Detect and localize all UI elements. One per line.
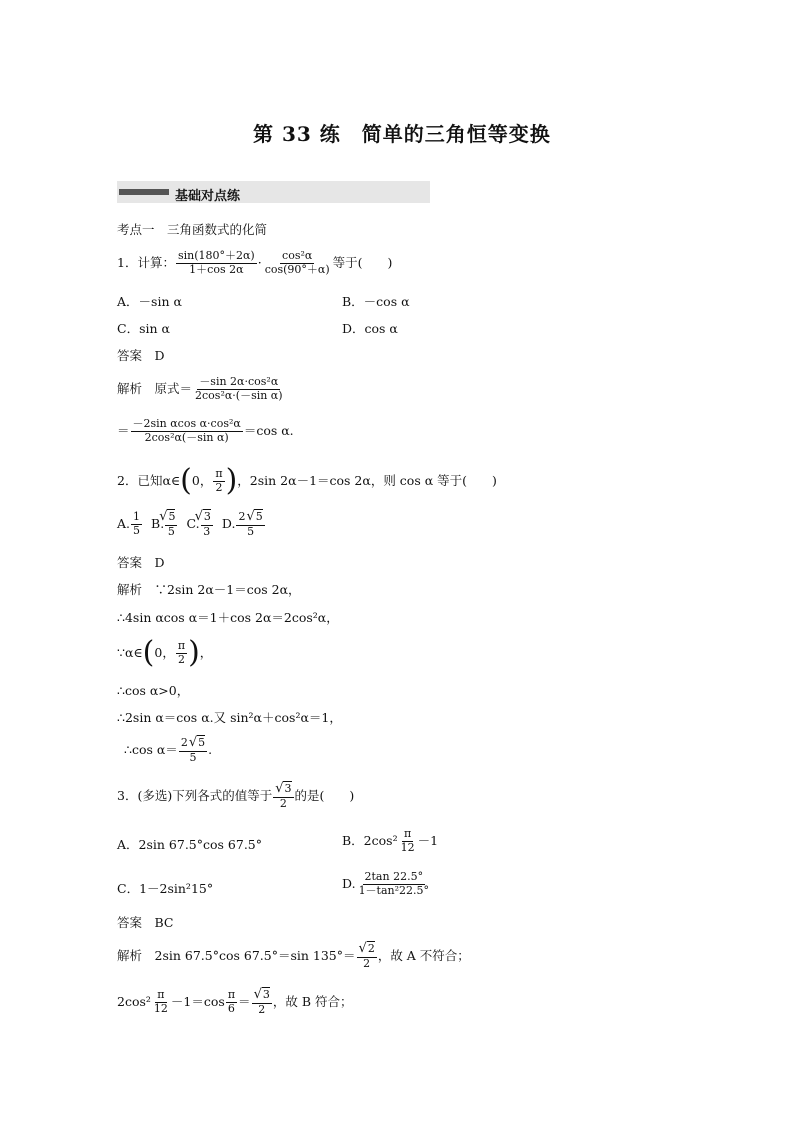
q3-l2-fraction-2: [226, 989, 237, 1015]
q3-solution-line-2: [117, 988, 353, 1017]
q3-l2-num: π: [157, 988, 165, 1002]
q2-option-a-label: A.: [117, 516, 131, 532]
q2-l6-post: .: [208, 742, 213, 758]
q3-l1-pre: 解析 2sin 67.5°cos 67.5°＝sin 135°＝: [117, 948, 356, 964]
q3-l2-fraction-1: [152, 989, 170, 1015]
q1-fraction-1: [176, 250, 257, 276]
q2-interval-left: 0，: [191, 472, 213, 488]
q2-l3-pi: π: [177, 638, 186, 652]
q2-solution-line-1: 解析 ∵2sin 2α－1＝cos 2α，: [117, 582, 301, 597]
q2-l6-rad: √ 5: [197, 735, 205, 749]
q3-b-pre: B．2cos²: [342, 832, 398, 848]
q2-stem: [117, 463, 497, 498]
q3-b-post: －1: [417, 832, 439, 848]
q1-option-d: D．cos α: [342, 321, 398, 336]
q2-solution-line-5: ∴2sin α＝cos α.又 sin²α＋cos²α＝1，: [117, 710, 342, 725]
q3-d-num: 2tan 22.5°: [364, 870, 424, 883]
q3-prefix: 3．(多选)下列各式的值等于: [117, 788, 273, 804]
q1-prefix: 1．计算：: [117, 254, 175, 270]
q3-l2-num2: π: [227, 988, 236, 1002]
q2-pi: π: [215, 466, 223, 480]
q2-solution-line-2: ∴4sin αcos α＝1＋cos 2α＝2cos²α，: [117, 610, 339, 625]
q3-d-fraction: [357, 871, 431, 897]
q1-s2-tail: ＝cos α.: [243, 422, 294, 438]
q2-solution-line-3: [117, 635, 213, 670]
q1-stem: [117, 250, 392, 276]
q3-b-fraction: [399, 828, 417, 854]
q2-d-rad: √ 5: [254, 509, 262, 523]
q1-f1-denominator: 1＋cos 2α: [189, 262, 244, 276]
q2-option-a-value: [131, 511, 142, 537]
q3-l2-den3: 2: [258, 1002, 266, 1016]
q2-l3-post: ，: [199, 644, 213, 660]
q3-solution-line-1: [117, 942, 470, 971]
q3-den: 2: [279, 796, 287, 810]
q3-stem: [117, 782, 354, 811]
q2-l6-den: 5: [189, 750, 197, 764]
q2-l3-left-paren: (: [142, 635, 155, 670]
q2-d-den: 5: [247, 524, 255, 538]
q2-pi-over-2: [213, 468, 224, 494]
q2-a-den: 5: [133, 523, 141, 537]
q2-solution-line-6: [124, 736, 212, 765]
section-banner-label: 基础对点练: [175, 189, 241, 204]
q3-l2-mid: －1＝cos: [170, 994, 225, 1010]
q2-left-paren: (: [180, 463, 192, 498]
topic-heading: 考点一 三角函数式的化简: [117, 222, 268, 237]
q1-s1-denominator: 2cos²α·(－sin α): [195, 388, 283, 402]
q1-solution-line-1: [117, 376, 286, 402]
q2-b-den: 5: [167, 524, 175, 538]
q3-l1-post: ，故 A 不符合；: [377, 948, 470, 964]
q1-option-c: C．sin α: [117, 321, 170, 336]
page-title: 第 33 练 简单的三角恒等变换: [253, 122, 551, 146]
q1-solution-fraction-1: [193, 376, 285, 402]
q1-fraction-2: [263, 250, 332, 276]
section-banner: [117, 181, 430, 203]
q1-f2-numerator: cos²α: [282, 249, 313, 262]
q1-f1-numerator: sin(180°＋2α): [177, 249, 255, 262]
q3-l2-den: 12: [153, 1001, 168, 1015]
q3-l2-den2: 6: [227, 1001, 235, 1015]
q1-s2-denominator: 2cos²α(－sin α): [144, 430, 229, 444]
q3-d-den: 1－tan²22.5°: [358, 883, 430, 897]
q2-option-d-value: [236, 510, 264, 539]
q2-l3-pre: ∵α∈: [117, 644, 143, 660]
q2-l3-two: 2: [177, 652, 185, 666]
q2-two: 2: [215, 480, 223, 494]
q3-d-label: D.: [342, 875, 356, 891]
q2-option-c-label: C.: [186, 516, 200, 532]
q2-c-den: 3: [203, 524, 211, 538]
q3-l2-rad: √ 3: [262, 987, 270, 1001]
q3-l2-fraction-3: [252, 988, 272, 1017]
q2-suffix: ，2sin 2α－1＝cos 2α，则 cos α 等于( ): [237, 472, 497, 488]
q3-l1-den: 2: [363, 956, 371, 970]
q1-s2-numerator: －2sin αcos α·cos²α: [132, 417, 241, 430]
q2-d-coef: 2: [238, 510, 246, 523]
q2-options: [117, 510, 266, 539]
q3-b-den: 12: [400, 840, 415, 854]
q3-sqrt3-over-2: [273, 782, 293, 811]
q3-l2-eq: ＝: [238, 994, 251, 1010]
banner-bar: [119, 189, 169, 195]
q2-solution-line-4: ∴cos α>0，: [117, 683, 190, 698]
q3-suffix: 的是( ): [294, 788, 355, 804]
q1-s1-numerator: －sin 2α·cos²α: [199, 375, 279, 388]
q3-l2-post: ，故 B 符合；: [272, 994, 353, 1010]
q1-solution-line-2: [117, 418, 294, 444]
q2-l6-coef: 2: [180, 736, 188, 749]
q2-prefix: 2．已知α∈: [117, 472, 181, 488]
q1-s2-lead: ＝: [117, 422, 130, 438]
q2-l3-right-paren: ): [188, 635, 200, 670]
q3-rad: √ 3: [283, 781, 291, 795]
q3-answer: 答案 BC: [117, 915, 174, 930]
q2-right-paren: ): [225, 463, 238, 498]
q2-option-b-label: B.: [151, 516, 165, 532]
q3-option-d: [342, 871, 432, 897]
q2-l3-left: 0，: [154, 644, 175, 660]
q1-dot: ·: [257, 254, 262, 270]
q2-a-num: 1: [133, 510, 141, 524]
q2-l6-pre: ∴cos α＝: [124, 742, 178, 758]
q1-option-b: B．－cos α: [342, 294, 410, 309]
q2-option-d-label: D.: [221, 516, 236, 532]
q2-option-b-value: [165, 510, 177, 539]
q1-solution-label: 解析 原式＝: [117, 380, 193, 396]
q2-option-c-value: [201, 510, 213, 539]
q3-l1-fraction: [357, 942, 377, 971]
q3-option-c: C．1－2sin²15°: [117, 881, 214, 896]
q1-option-a: A．－sin α: [117, 294, 182, 309]
q3-option-a: A．2sin 67.5°cos 67.5°: [117, 837, 262, 852]
q2-l6-fraction: [179, 736, 207, 765]
q2-c-rad: √ 3: [203, 509, 211, 523]
q3-option-b: [342, 828, 438, 854]
q3-b-num: π: [403, 827, 412, 840]
q3-l2-pre: 2cos²: [117, 994, 151, 1010]
q2-b-rad: √ 5: [167, 509, 175, 523]
q1-suffix: 等于( ): [332, 254, 393, 270]
q3-l1-rad: √ 2: [367, 941, 375, 955]
q1-answer: 答案 D: [117, 348, 165, 363]
q2-l3-pi-over-2: [176, 640, 187, 666]
q1-f2-denominator: cos(90°＋α): [264, 262, 330, 276]
q2-answer: 答案 D: [117, 555, 165, 570]
q1-solution-fraction-2: [131, 418, 243, 444]
